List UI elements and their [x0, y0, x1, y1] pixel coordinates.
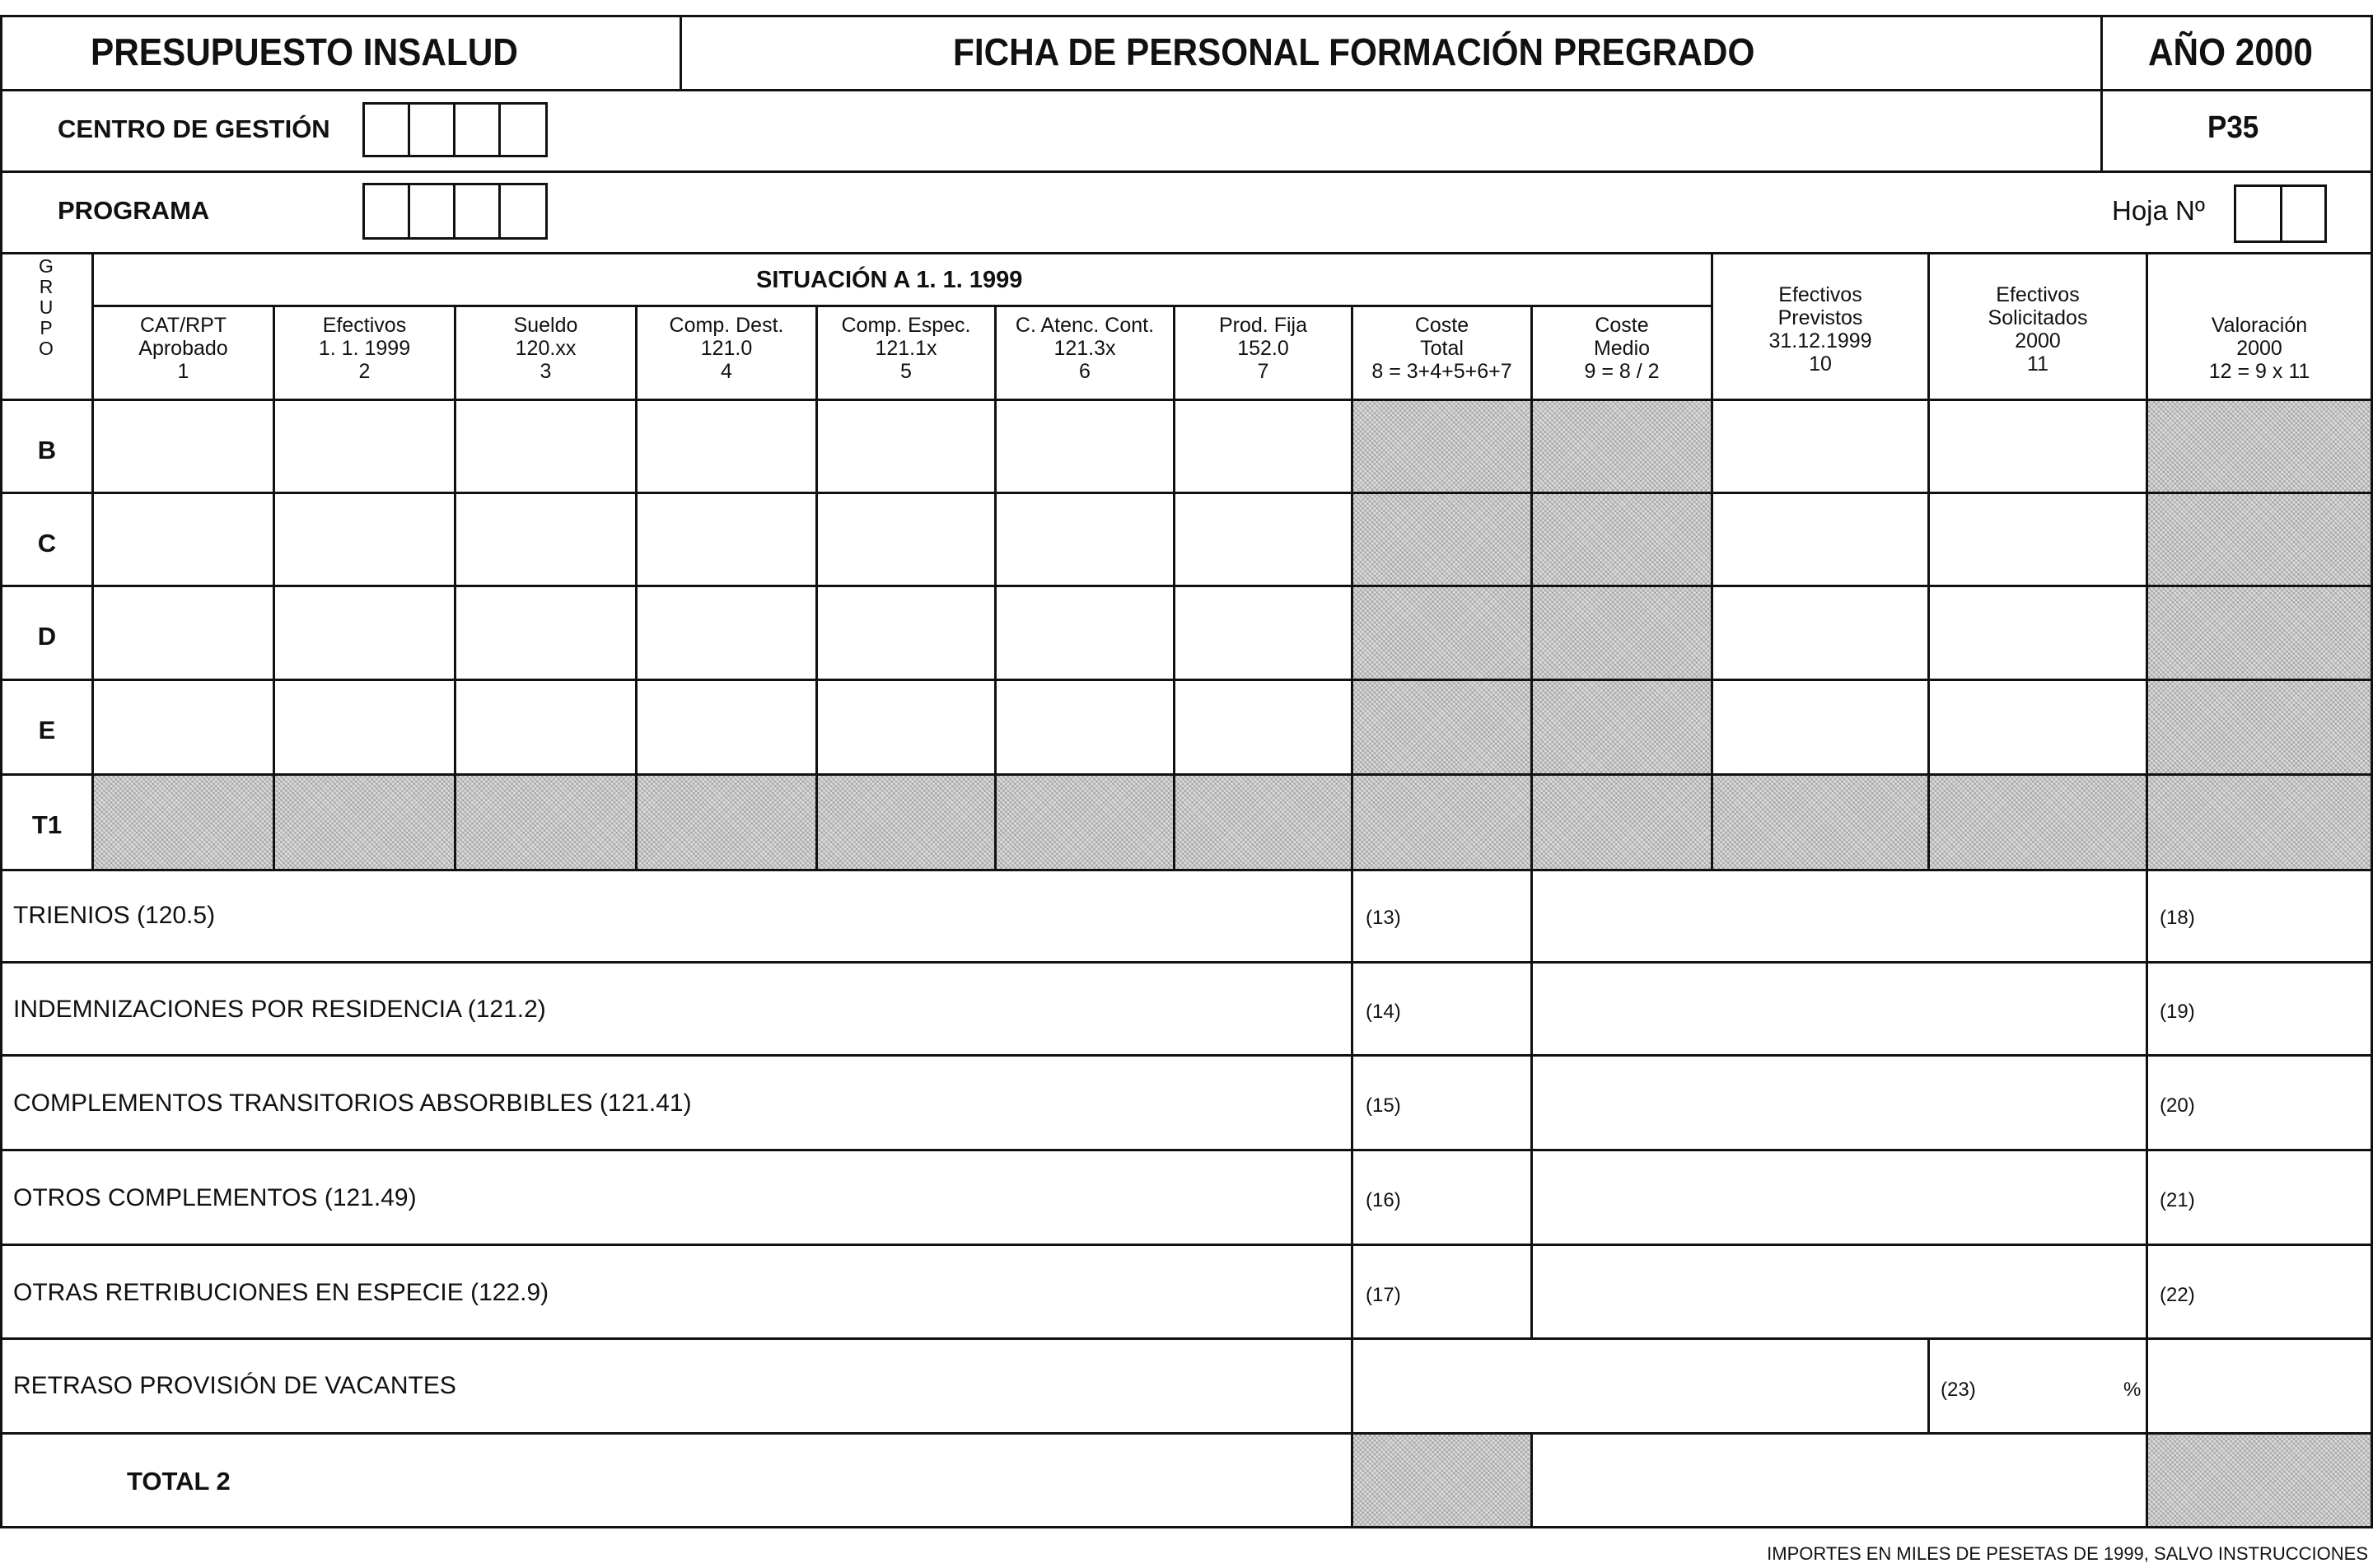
rule	[0, 89, 2373, 91]
form-code: P35	[2207, 110, 2259, 145]
grupo-letter: P	[40, 317, 53, 338]
rule	[0, 1432, 2373, 1435]
rule	[0, 1054, 2373, 1057]
col-header-7: Prod. Fija 152.0 7	[1219, 314, 1307, 383]
rule	[0, 679, 2373, 681]
rule	[0, 1244, 2373, 1246]
center-title: FICHA DE PERSONAL FORMACIÓN PREGRADO	[953, 30, 1755, 73]
ref-17: (17)	[1366, 1284, 1401, 1306]
row-label-e: E	[38, 716, 56, 744]
rule	[0, 773, 2373, 776]
year-title: AÑO 2000	[2148, 30, 2313, 73]
left-title: PRESUPUESTO INSALUD	[91, 30, 518, 73]
rule	[0, 1149, 2373, 1151]
rule	[680, 15, 682, 91]
ref-20: (20)	[2160, 1094, 2195, 1117]
rule	[0, 492, 2373, 494]
footer-note: IMPORTES EN MILES DE PESETAS DE 1999, SALVO INSTRUCCIONES	[1767, 1543, 2368, 1564]
row-label-d: D	[37, 622, 57, 651]
rule	[635, 306, 638, 870]
total-label: TOTAL 2	[127, 1467, 231, 1496]
row-label-t1: T1	[31, 810, 63, 839]
grupo-letter: O	[39, 338, 54, 359]
grupo-letter: U	[39, 296, 54, 318]
ref-15: (15)	[1366, 1094, 1401, 1117]
ref-22: (22)	[2160, 1284, 2195, 1306]
ref-18: (18)	[2160, 907, 2195, 929]
grupo-letter: G	[39, 255, 54, 277]
shaded-cell	[2147, 1432, 2371, 1526]
retraso-label: RETRASO PROVISIÓN DE VACANTES	[13, 1372, 456, 1399]
col-header-3: Sueldo 120.xx 3	[513, 314, 578, 383]
frame-top	[0, 15, 2373, 17]
rule	[1351, 306, 1353, 1528]
rule	[273, 306, 275, 870]
rule	[2100, 15, 2103, 172]
row-label-b: B	[37, 436, 57, 464]
col-header-2: Efectivos 1. 1. 1999 2	[318, 314, 411, 383]
centro-label: CENTRO DE GESTIÓN	[58, 114, 330, 143]
item-label-otros-complementos: OTROS COMPLEMENTOS (121.49)	[13, 1184, 417, 1211]
rule	[0, 869, 2373, 871]
rule	[994, 306, 997, 870]
rule	[1530, 1432, 1533, 1528]
row-label-c: C	[37, 529, 57, 558]
percent-sign: %	[2123, 1379, 2142, 1401]
ref-16: (16)	[1366, 1189, 1401, 1211]
rule	[454, 306, 456, 870]
shaded-cell	[1352, 1432, 1532, 1526]
ref-19: (19)	[2160, 1001, 2195, 1023]
centro-code-input[interactable]	[362, 102, 548, 157]
ref-23: (23)	[1941, 1379, 1976, 1401]
col-header-5: Comp. Espec. 121.1x 5	[841, 314, 971, 383]
col-header-1: CAT/RPT Aprobado 1	[138, 314, 228, 383]
situacion-title: SITUACIÓN A 1. 1. 1999	[756, 267, 1023, 293]
frame-bottom	[0, 1526, 2373, 1528]
programa-label: PROGRAMA	[58, 196, 210, 225]
rule	[1927, 1337, 1930, 1434]
rule	[0, 170, 2373, 173]
col-header-9: Coste Medio 9 = 8 / 2	[1584, 314, 1660, 383]
rule	[0, 1337, 2373, 1340]
ref-13: (13)	[1366, 907, 1401, 929]
rule	[815, 306, 818, 870]
ref-21: (21)	[2160, 1189, 2195, 1211]
programa-code-input[interactable]	[362, 183, 548, 240]
col-header-4: Comp. Dest. 121.0 4	[669, 314, 784, 383]
ref-14: (14)	[1366, 1001, 1401, 1023]
col-header-11: Efectivos Solicitados 2000 11	[1988, 283, 2088, 376]
col-header-10: Efectivos Previstos 31.12.1999 10	[1768, 283, 1872, 376]
item-label-complementos-transitorios: COMPLEMENTOS TRANSITORIOS ABSORBIBLES (121.41)	[13, 1090, 692, 1117]
grupo-letter: R	[39, 276, 54, 297]
rule	[1173, 306, 1175, 870]
frame-left	[0, 15, 2, 1528]
hoja-label: Hoja Nº	[2112, 195, 2205, 226]
shaded-row-t1	[93, 775, 2371, 869]
rule	[0, 252, 2373, 254]
item-label-indemnizaciones: INDEMNIZACIONES POR RESIDENCIA (121.2)	[13, 996, 546, 1023]
rule	[1530, 306, 1533, 1337]
rule	[91, 305, 1713, 307]
hoja-number-input[interactable]	[2234, 184, 2327, 243]
col-header-6: C. Atenc. Cont. 121.3x 6	[1015, 314, 1155, 383]
rule	[0, 961, 2373, 964]
rule	[0, 585, 2373, 587]
item-label-otras-retribuciones: OTRAS RETRIBUCIONES EN ESPECIE (122.9)	[13, 1279, 549, 1306]
col-header-12: Valoración 2000 12 = 9 x 11	[2208, 314, 2310, 383]
grupo-label	[30, 256, 63, 359]
item-label-trienios: TRIENIOS (120.5)	[13, 902, 216, 929]
rule	[0, 399, 2373, 401]
col-header-8: Coste Total 8 = 3+4+5+6+7	[1371, 314, 1512, 383]
